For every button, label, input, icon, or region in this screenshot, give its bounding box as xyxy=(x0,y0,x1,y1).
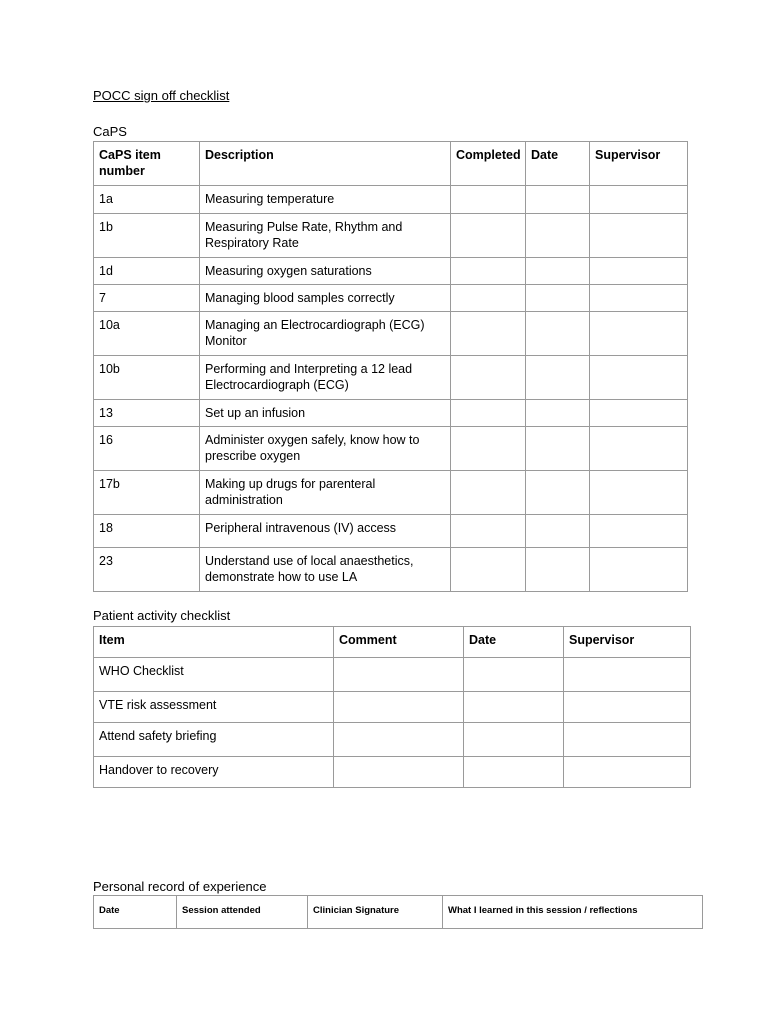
patient-header-comment: Comment xyxy=(334,627,464,658)
caps-supervisor-cell[interactable] xyxy=(590,312,688,356)
caps-supervisor-cell[interactable] xyxy=(590,471,688,515)
caps-supervisor-cell[interactable] xyxy=(590,515,688,548)
caps-date-cell[interactable] xyxy=(526,186,590,214)
caps-row xyxy=(94,214,688,258)
caps-date-cell[interactable] xyxy=(526,356,590,400)
caps-header-date: Date xyxy=(526,142,590,186)
caps-date-cell[interactable] xyxy=(526,515,590,548)
patient-row xyxy=(94,723,691,757)
caps-description: Peripheral intravenous (IV) access xyxy=(200,515,451,548)
caps-item-number: 10b xyxy=(94,356,200,400)
caps-completed-cell[interactable] xyxy=(451,312,526,356)
patient-activity-table xyxy=(93,626,691,788)
caps-row xyxy=(94,258,688,285)
caps-supervisor-cell[interactable] xyxy=(590,356,688,400)
caps-row xyxy=(94,356,688,400)
personal-header-signature: Clinician Signature xyxy=(308,896,443,929)
caps-completed-cell[interactable] xyxy=(451,400,526,427)
caps-header-completed: Completed xyxy=(451,142,526,186)
caps-completed-cell[interactable] xyxy=(451,285,526,312)
caps-row xyxy=(94,186,688,214)
caps-header-description: Description xyxy=(200,142,451,186)
patient-date-cell[interactable] xyxy=(464,723,564,757)
caps-description: Administer oxygen safely, know how to prescribe oxygen xyxy=(200,427,451,471)
caps-description: Understand use of local anaesthetics, demonstrate how to use LA xyxy=(200,548,451,592)
personal-record-table xyxy=(93,895,703,929)
caps-date-cell[interactable] xyxy=(526,312,590,356)
patient-row xyxy=(94,757,691,788)
caps-supervisor-cell[interactable] xyxy=(590,186,688,214)
patient-header-item: Item xyxy=(94,627,334,658)
caps-item-number: 23 xyxy=(94,548,200,592)
caps-description: Managing an Electrocardiograph (ECG) Monitor xyxy=(200,312,451,356)
caps-item-number: 1b xyxy=(94,214,200,258)
patient-comment-cell[interactable] xyxy=(334,757,464,788)
patient-supervisor-cell[interactable] xyxy=(564,723,691,757)
patient-item: Attend safety briefing xyxy=(94,723,334,757)
caps-heading: CaPS xyxy=(93,124,127,139)
patient-date-cell[interactable] xyxy=(464,757,564,788)
caps-date-cell[interactable] xyxy=(526,285,590,312)
caps-row xyxy=(94,400,688,427)
caps-header-supervisor: Supervisor xyxy=(590,142,688,186)
caps-description: Performing and Interpreting a 12 lead Electrocardiograph (ECG) xyxy=(200,356,451,400)
personal-header-session: Session attended xyxy=(177,896,308,929)
caps-date-cell[interactable] xyxy=(526,258,590,285)
patient-row xyxy=(94,692,691,723)
caps-description: Measuring oxygen saturations xyxy=(200,258,451,285)
caps-description: Managing blood samples correctly xyxy=(200,285,451,312)
caps-supervisor-cell[interactable] xyxy=(590,548,688,592)
page-title: POCC sign off checklist xyxy=(93,88,230,103)
caps-item-number: 1d xyxy=(94,258,200,285)
personal-header-date: Date xyxy=(94,896,177,929)
caps-row xyxy=(94,285,688,312)
caps-supervisor-cell[interactable] xyxy=(590,427,688,471)
patient-item: Handover to recovery xyxy=(94,757,334,788)
patient-activity-heading: Patient activity checklist xyxy=(93,608,231,623)
caps-row xyxy=(94,548,688,592)
caps-header-item-number: CaPS item number xyxy=(94,142,200,186)
caps-row xyxy=(94,515,688,548)
caps-date-cell[interactable] xyxy=(526,471,590,515)
caps-completed-cell[interactable] xyxy=(451,515,526,548)
caps-item-number: 16 xyxy=(94,427,200,471)
patient-date-cell[interactable] xyxy=(464,692,564,723)
patient-comment-cell[interactable] xyxy=(334,692,464,723)
caps-description: Set up an infusion xyxy=(200,400,451,427)
caps-completed-cell[interactable] xyxy=(451,214,526,258)
caps-supervisor-cell[interactable] xyxy=(590,285,688,312)
patient-item: WHO Checklist xyxy=(94,658,334,692)
caps-date-cell[interactable] xyxy=(526,400,590,427)
caps-item-number: 1a xyxy=(94,186,200,214)
caps-completed-cell[interactable] xyxy=(451,356,526,400)
patient-supervisor-cell[interactable] xyxy=(564,757,691,788)
caps-description: Making up drugs for parenteral administration xyxy=(200,471,451,515)
patient-comment-cell[interactable] xyxy=(334,723,464,757)
patient-header-supervisor: Supervisor xyxy=(564,627,691,658)
patient-date-cell[interactable] xyxy=(464,658,564,692)
caps-row xyxy=(94,312,688,356)
caps-completed-cell[interactable] xyxy=(451,186,526,214)
caps-description: Measuring Pulse Rate, Rhythm and Respiratory Rate xyxy=(200,214,451,258)
caps-item-number: 18 xyxy=(94,515,200,548)
patient-supervisor-cell[interactable] xyxy=(564,692,691,723)
caps-item-number: 7 xyxy=(94,285,200,312)
caps-table xyxy=(93,141,688,592)
patient-comment-cell[interactable] xyxy=(334,658,464,692)
caps-completed-cell[interactable] xyxy=(451,471,526,515)
caps-supervisor-cell[interactable] xyxy=(590,400,688,427)
caps-date-cell[interactable] xyxy=(526,548,590,592)
patient-row xyxy=(94,658,691,692)
caps-supervisor-cell[interactable] xyxy=(590,258,688,285)
caps-completed-cell[interactable] xyxy=(451,548,526,592)
caps-date-cell[interactable] xyxy=(526,214,590,258)
caps-item-number: 10a xyxy=(94,312,200,356)
caps-row xyxy=(94,427,688,471)
caps-date-cell[interactable] xyxy=(526,427,590,471)
personal-header-reflections: What I learned in this session / reflections xyxy=(443,896,703,929)
caps-completed-cell[interactable] xyxy=(451,427,526,471)
caps-item-number: 13 xyxy=(94,400,200,427)
personal-record-heading: Personal record of experience xyxy=(93,879,267,894)
caps-description: Measuring temperature xyxy=(200,186,451,214)
caps-item-number: 17b xyxy=(94,471,200,515)
caps-supervisor-cell[interactable] xyxy=(590,214,688,258)
patient-supervisor-cell[interactable] xyxy=(564,658,691,692)
caps-row xyxy=(94,471,688,515)
caps-completed-cell[interactable] xyxy=(451,258,526,285)
patient-item: VTE risk assessment xyxy=(94,692,334,723)
patient-header-date: Date xyxy=(464,627,564,658)
